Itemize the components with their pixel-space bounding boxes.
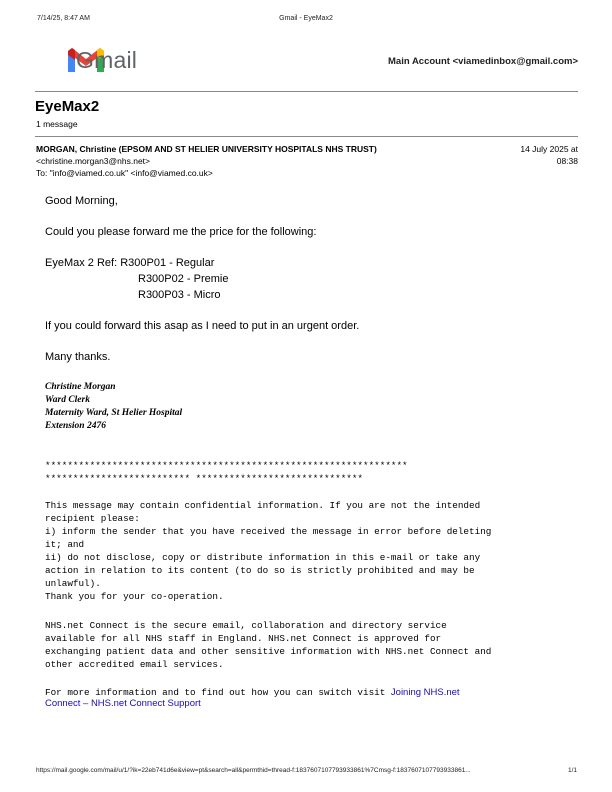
- request-line: Could you please forward me the price for the following:: [45, 226, 317, 238]
- signature-extension: Extension 2476: [45, 421, 106, 431]
- confidentiality-disclaimer: This message may contain confidential information. If you are not the intended recipient please: i) inform the sender that you have received the message in error before deleting it; and ii) do not disclose, copy or distribute information in this e-mail or take any action in relation to its content (to do so is strictly prohibited and may be unlawful). Thank you for your co-operation.: [45, 500, 492, 602]
- signature-location: Maternity Ward, St Helier Hospital: [45, 408, 183, 418]
- gmail-logo-text: Gmail: [76, 47, 138, 73]
- separator-stars-2: ************************** ******************************: [45, 473, 364, 484]
- joining-nhs-link[interactable]: Joining NHS.net: [390, 687, 460, 698]
- ref-line-3: R300P03 - Micro: [138, 289, 221, 301]
- sender-name: MORGAN, Christine (EPSOM AND ST HELIER UNIVERSITY HOSPITALS NHS TRUST): [36, 144, 377, 154]
- separator-stars-1: *****************************************************************: [45, 460, 408, 471]
- message-date: 14 July 2025 at: [520, 144, 578, 154]
- print-title: Gmail - EyeMax2: [279, 15, 333, 22]
- ref-line-2: R300P02 - Premie: [138, 273, 229, 285]
- message-count: 1 message: [36, 119, 78, 129]
- signature-role: Ward Clerk: [45, 395, 90, 405]
- nhs-support-link[interactable]: Connect – NHS.net Connect Support: [45, 698, 201, 709]
- thanks-line: Many thanks.: [45, 351, 111, 363]
- sender-email: <christine.morgan3@nhs.net>: [36, 156, 150, 166]
- more-info-text: For more information and to find out how you can switch visit: [45, 687, 391, 698]
- ref-line-1: EyeMax 2 Ref: R300P01 - Regular: [45, 257, 215, 269]
- print-date: 7/14/25, 8:47 AM: [37, 15, 90, 22]
- account-label: Main Account <viamedinbox@gmail.com>: [388, 56, 578, 67]
- nhs-connect-notice: NHS.net Connect is the secure email, collaboration and directory service available for all NHS staff in England. NHS.net Connect is approved for exchanging patient data and other sensitive information with NHS.net Connect and other accredited email services.: [45, 620, 492, 670]
- greeting: Good Morning,: [45, 195, 118, 207]
- footer-page-number: 1/1: [567, 767, 577, 774]
- divider: [35, 136, 578, 137]
- signature-name: Christine Morgan: [45, 382, 116, 392]
- recipient-line: To: "info@viamed.co.uk" <info@viamed.co.uk>: [36, 168, 213, 178]
- footer-url: https://mail.google.com/mail/u/1/?ik=22eb741d6e&view=pt&search=all&permthid=thread-f:1837607107793933861%7Cmsg-f:1837607107793933861...: [36, 767, 471, 774]
- divider: [35, 91, 578, 92]
- thread-subject: EyeMax2: [35, 98, 100, 115]
- message-time: 08:38: [556, 156, 578, 166]
- urgent-line: If you could forward this asap as I need to put in an urgent order.: [45, 320, 360, 332]
